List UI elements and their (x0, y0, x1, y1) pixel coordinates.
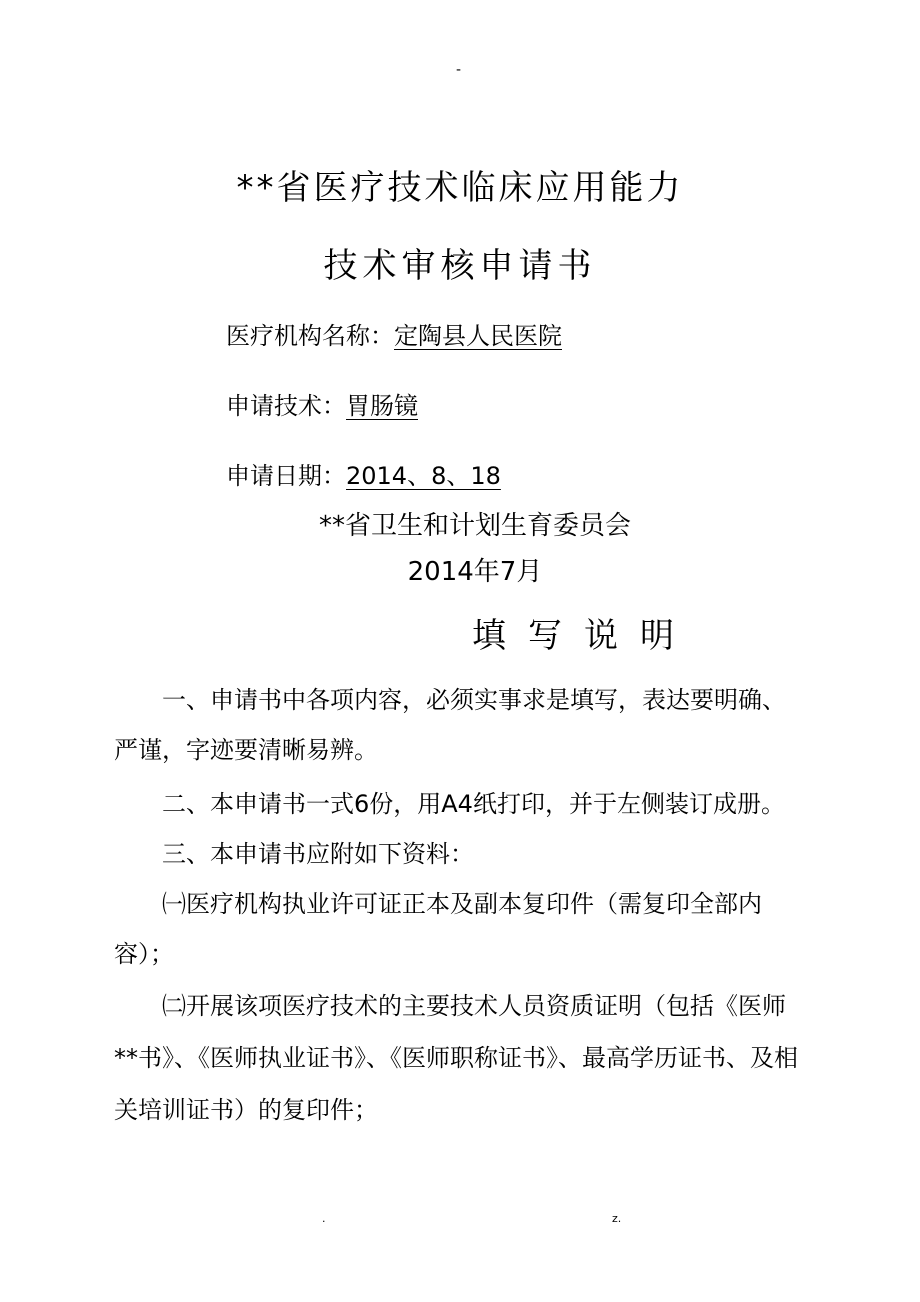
field-label: 医疗机构名称： (226, 322, 394, 350)
document-title-line2: 技术审核申请书 (323, 246, 597, 286)
field-value: 2014、8、18 (346, 462, 501, 490)
issue-date: 2014年7月 (407, 557, 543, 587)
document-title-line1: **省医疗技术临床应用能力 (236, 168, 684, 208)
field-institution-name (226, 316, 562, 351)
instruction-line: 关培训证书）的复印件； (114, 1096, 378, 1124)
field-label: 申请日期： (226, 462, 346, 490)
field-value: 胃肠镜 (346, 392, 418, 420)
field-value: 定陶县人民医院 (394, 322, 562, 350)
issuer-name: **省卫生和计划生育委员会 (318, 511, 631, 541)
instruction-line: 一、申请书中各项内容，必须实事求是填写，表达要明确、 (162, 686, 786, 714)
instruction-line: 严谨，字迹要清晰易辨。 (114, 736, 378, 764)
instruction-line: ㈡开展该项医疗技术的主要技术人员资质证明（包括《医师 (162, 992, 786, 1020)
instruction-line: 二、本申请书一式6份，用A4纸打印，并于左侧装订成册。 (162, 790, 785, 818)
field-application-date (226, 456, 501, 491)
instruction-line: 容）； (114, 940, 174, 968)
instruction-line: 三、本申请书应附如下资料： (162, 840, 474, 868)
field-applied-technology (226, 386, 418, 421)
footer-left-mark: . (322, 1212, 326, 1225)
instruction-line: **书》、《医师执业证书》、《医师职称证书》、最高学历证书、及相 (114, 1044, 798, 1072)
footer-right-mark: z. (612, 1212, 622, 1225)
header-mark: - (456, 62, 462, 78)
instructions-title: 填写说明 (472, 616, 696, 656)
field-label: 申请技术： (226, 392, 346, 420)
instruction-line: ㈠医疗机构执业许可证正本及副本复印件（需复印全部内 (162, 890, 762, 918)
